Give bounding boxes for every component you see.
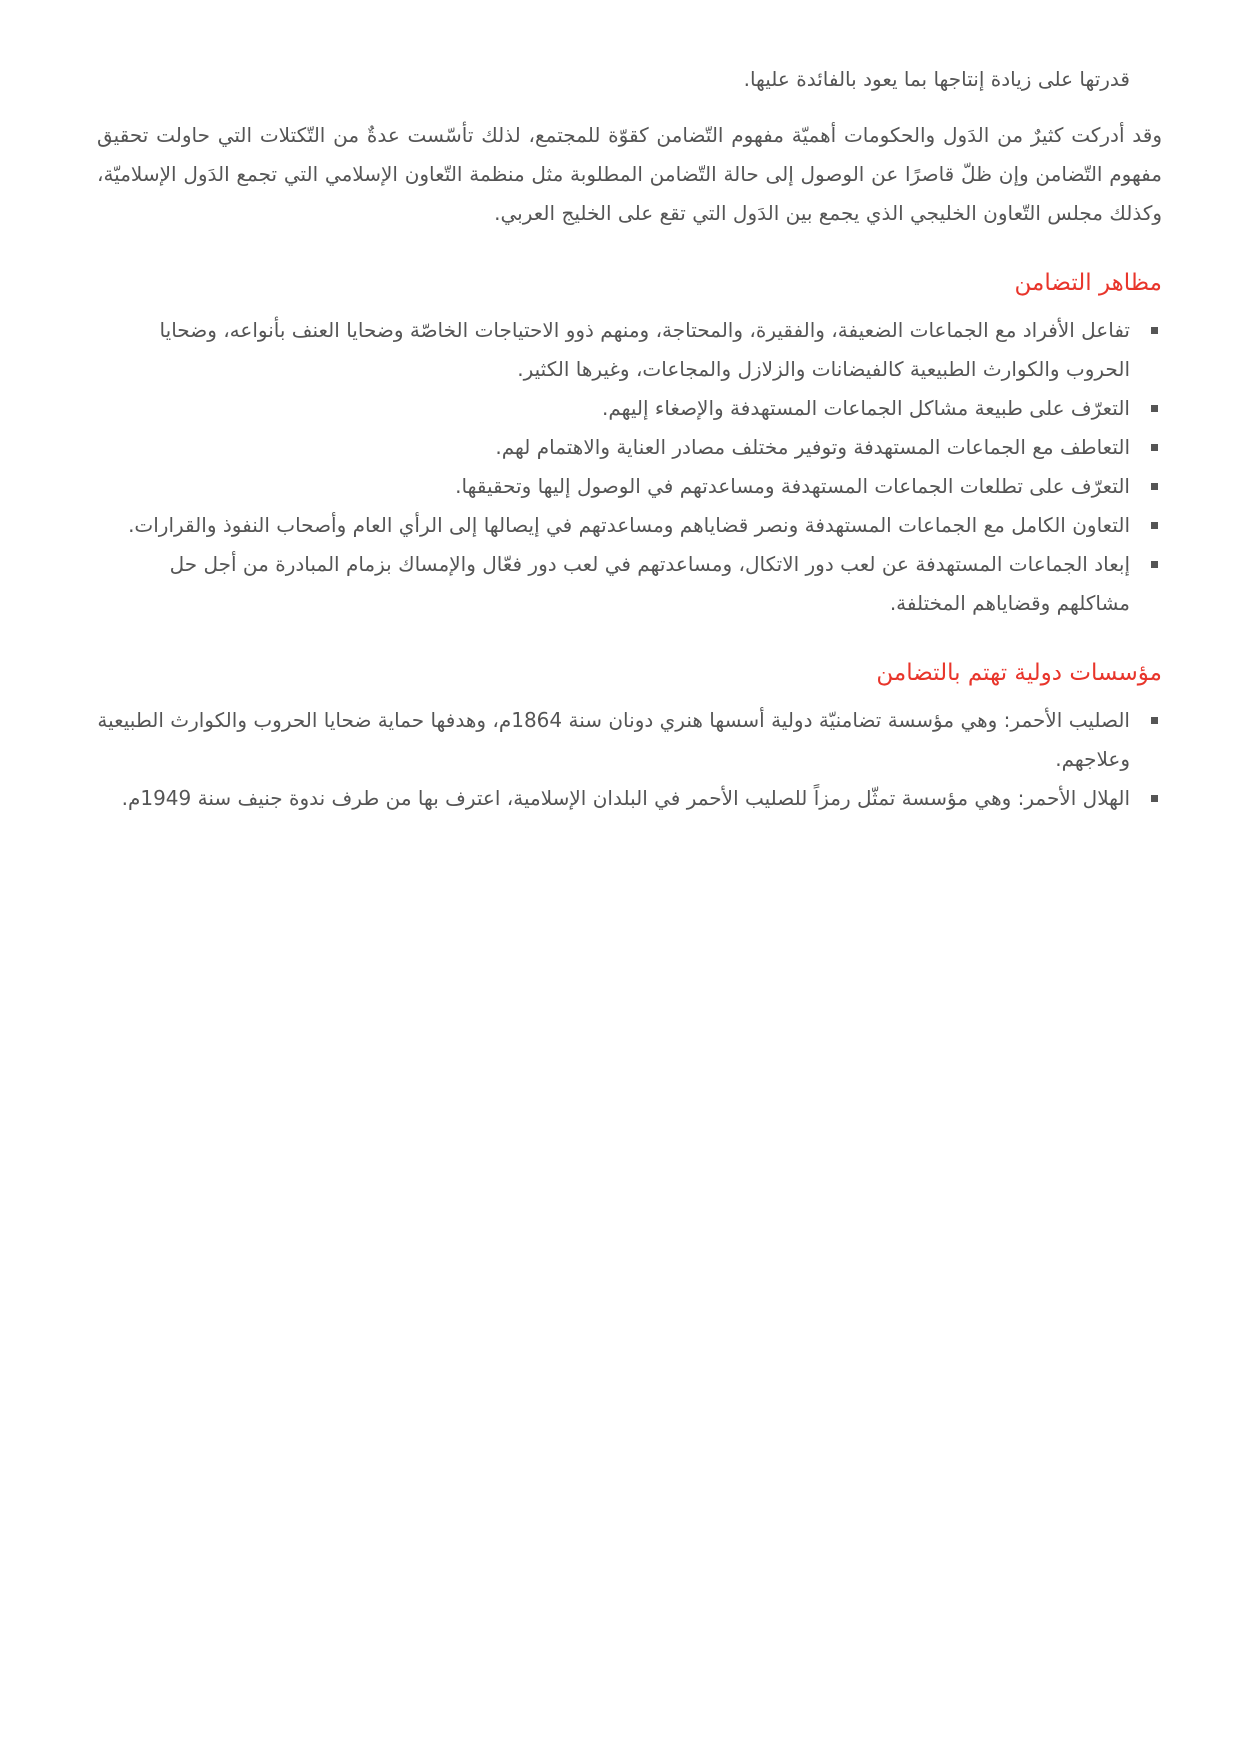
list-item-text: التعرّف على طبيعة مشاكل الجماعات المستهدفة والإصغاء إليهم. — [602, 396, 1130, 420]
square-bullet-icon — [1151, 405, 1158, 412]
list-item — [97, 506, 1162, 545]
square-bullet-icon — [1151, 717, 1158, 724]
square-bullet-icon — [1151, 561, 1158, 568]
square-bullet-icon — [1151, 522, 1158, 529]
list-item-text: إبعاد الجماعات المستهدفة عن لعب دور الاتكال، ومساعدتهم في لعب دور فعّال والإمساك بزمام المبادرة من أجل حل مشاكلهم وقضاياهم المختلفة. — [169, 552, 1130, 615]
continued-paragraph: قدرتها على زيادة إنتاجها بما يعود بالفائدة عليها. — [743, 67, 1130, 91]
square-bullet-icon — [1151, 327, 1158, 334]
list-item — [97, 389, 1162, 428]
list-item-text: الهلال الأحمر: وهي مؤسسة تمثّل رمزاً للصليب الأحمر في البلدان الإسلامية، اعترف بها من طرف ندوة جنيف سنة 1949م. — [121, 786, 1130, 810]
square-bullet-icon — [1151, 795, 1158, 802]
list-item-text: الصليب الأحمر: وهي مؤسسة تضامنيّة دولية أسسها هنري دونان سنة 1864م، وهدفها حماية ضحايا الحروب والكوارث الطبيعية وعلاجهم. — [97, 708, 1130, 771]
intro-paragraph: وقد أدركت كثيرٌ من الدَول والحكومات أهميّة مفهوم التّضامن كقوّة للمجتمع، لذلك تأسّست عدةٌ من التّكتلات التي حاولت تحقيق مفهوم التّضامن وإن ظلّ قاصرًا عن الوصول إلى حالة التّضامن المطلوبة مثل منظمة التّعاون الإسلامي التي تجمع الدَول الإسلاميّة، وكذلك مجلس التّعاون الخليجي الذي يجمع بين الدَول التي تقع على الخليج العربي. — [97, 123, 1162, 225]
list-item — [97, 545, 1162, 623]
section-heading-solidarity-aspects: مظاهر التضامن — [1014, 270, 1162, 296]
list-item-text: التعرّف على تطلعات الجماعات المستهدفة ومساعدتهم في الوصول إليها وتحقيقها. — [455, 474, 1130, 498]
list-item — [97, 779, 1162, 818]
list-item — [97, 701, 1162, 779]
section-heading-international-institutions: مؤسسات دولية تهتم بالتضامن — [876, 660, 1162, 686]
page-content — [97, 60, 1162, 818]
list-item — [97, 311, 1162, 389]
list-item-text: التعاطف مع الجماعات المستهدفة وتوفير مختلف مصادر العناية والاهتمام لهم. — [495, 435, 1130, 459]
square-bullet-icon — [1151, 444, 1158, 451]
list-item — [97, 428, 1162, 467]
international-institutions-list — [97, 701, 1162, 818]
list-item — [97, 467, 1162, 506]
list-item-text: تفاعل الأفراد مع الجماعات الضعيفة، والفقيرة، والمحتاجة، ومنهم ذوو الاحتياجات الخاصّة وضحايا العنف بأنواعه، وضحايا الحروب والكوارث الطبيعية كالفيضانات والزلازل والمجاعات، وغيرها الكثير. — [159, 318, 1130, 381]
square-bullet-icon — [1151, 483, 1158, 490]
list-item-text: التعاون الكامل مع الجماعات المستهدفة ونصر قضاياهم ومساعدتهم في إيصالها إلى الرأي العام وأصحاب النفوذ والقرارات. — [128, 513, 1130, 537]
solidarity-aspects-list — [97, 311, 1162, 623]
